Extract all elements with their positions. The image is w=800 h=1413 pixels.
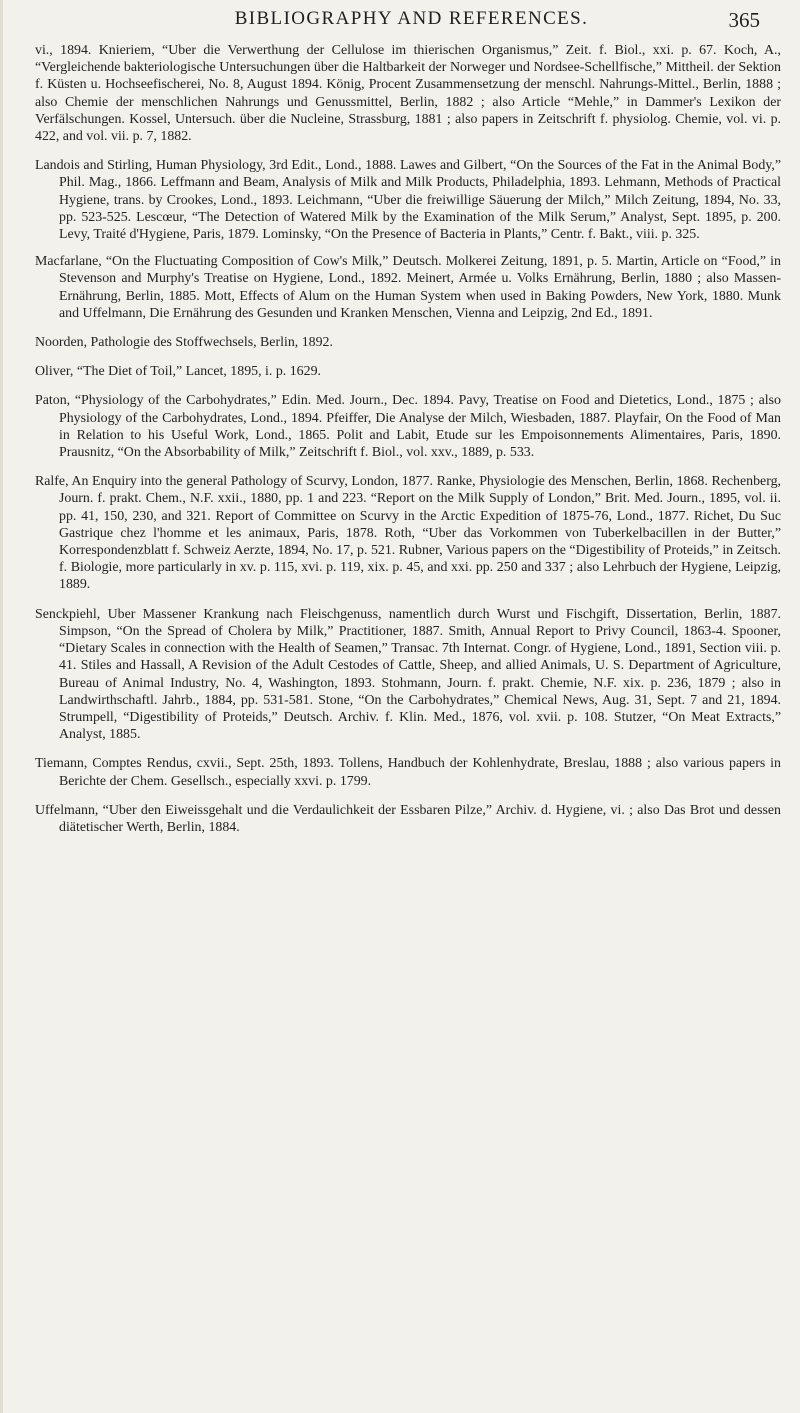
page-header	[63, 8, 760, 38]
page-number: 365	[728, 8, 760, 32]
bibliography-entry-t: Tiemann, Comptes Rendus, cxvii., Sept. 25th, 1893. Tollens, Handbuch der Kohlenhydrate, Breslau, 1888 ; also various papers in Berichte der Chem. Gesellsch., especially xxvi. p. 1799.	[35, 756, 781, 789]
bibliography-entry-n: Noorden, Pathologie des Stoffwechsels, Berlin, 1892.	[35, 335, 333, 351]
bibliography-entry-u: Uffelmann, “Uber den Eiweissgehalt und die Verdaulichkeit der Essbaren Pilze,” Archiv. d. Hygiene, vi. ; also Das Brot und dessen diätetischer Werth, Berlin, 1884.	[35, 802, 781, 835]
running-head: BIBLIOGRAPHY AND REFERENCES.	[234, 8, 589, 29]
bibliography-entry-p: Paton, “Physiology of the Carbohydrates,” Edin. Med. Journ., Dec. 1894. Pavy, Treatise on Food and Dietetics, Lond., 1875 ; also Physiology of the Carbohydrates, Lond., 1894. Pfeiffer, Die Analyse der Milch, Wiesbaden, 1887. Playfair, On the Food of Man in Relation to his Useful Work, Lond., 1865. Polit and Labit, Etude sur les Empoisonnements Alimentaires, Paris, 1890. Prausnitz, “On the Absorbability of Milk,” Zeitschrift f. Biol., vol. xxv., 1889, p. 533.	[35, 393, 781, 461]
bibliography-entry-r: Ralfe, An Enquiry into the general Pathology of Scurvy, London, 1877. Ranke, Physiologie des Menschen, Berlin, 1868. Rechenberg, Journ. f. prakt. Chem., N.F. xxii., 1880, pp. 1 and 223. “Report on the Milk Supply of London,” Brit. Med. Journ., 1895, vol. ii. pp. 41, 150, 230, and 321. Report of Committee on Scurvy in the Arctic Expedition of 1875-76, Lond., 1877. Richet, Du Suc Gastrique chez l'homme et les animaux, Paris, 1878. Roth, “Uber das Vorkommen von Tuberkelbacillen in der Butter,” Korrespondenzblatt f. Schweiz Aerzte, 1894, No. 17, p. 521. Rubner, Various papers on the “Digestibility of Proteids,” in Zeitsch. f. Biologie, more particularly in xv. p. 115, xvi. p. 119, xix. p. 45, and xxi. pp. 250 and 337 ; also Lehrbuch der Hygiene, Leipzig, 1889.	[35, 474, 781, 593]
bibliography-entry-l: Landois and Stirling, Human Physiology, 3rd Edit., Lond., 1888. Lawes and Gilbert, “On the Sources of the Fat in the Animal Body,” Phil. Mag., 1866. Leffmann and Beam, Analysis of Milk and Milk Products, Philadelphia, 1893. Lehmann, Methods of Practical Hygiene, trans. by Crookes, Lond., 1893. Leichmann, “Uber die freiwillige Säuerung der Milch,” Milch Zeitung, 1894, No. 33, pp. 523-525. Lescœur, “The Detection of Watered Milk by the Examination of the Milk Serum,” Analyst, Sept. 1895, p. 200. Levy, Traité d'Hygiene, Paris, 1879. Lominsky, “On the Presence of Bacteria in Plants,” Centr. f. Bakt., viii. p. 325.	[35, 158, 781, 243]
bibliography-entry-m: Macfarlane, “On the Fluctuating Composition of Cow's Milk,” Deutsch. Molkerei Zeitung, 1891, p. 5. Martin, Article on “Food,” in Stevenson and Murphy's Treatise on Hygiene, Lond., 1892. Meinert, Armée u. Volks Ernährung, Berlin, 1880 ; also Massen-Ernährung, Berlin, 1885. Mott, Effects of Alum on the Human System when used in Baking Powders, New York, 1880. Munk and Uffelmann, Die Ernährung des Gesunden und Kranken Menschen, Vienna and Leipzig, 2nd Ed., 1891.	[35, 254, 781, 321]
bibliography-entry-s: Senckpiehl, Uber Massener Krankung nach Fleischgenuss, namentlich durch Wurst und Fischgift, Dissertation, Berlin, 1887. Simpson, “On the Spread of Cholera by Milk,” Practitioner, 1887. Smith, Annual Report to Privy Council, 1863-4. Spooner, “Dietary Scales in connection with the Health of Seamen,” Transac. 7th Internat. Congr. of Hygiene, Lond., 1891, Section viii. p. 41. Stiles and Hassall, A Revision of the Adult Cestodes of Cattle, Sheep, and allied Animals, U. S. Department of Agriculture, Bureau of Animal Industry, No. 4, Washington, 1893. Stohmann, Journ. f. prakt. Chemie, N.F. xix. p. 236, 1879 ; also in Landwirthschaftl. Jahrb., 1884, pp. 531-581. Stone, “On the Carbohydrates,” Chemical News, Aug. 31, Sept. 7 and 21, 1894. Strumpell, “Digestibility of Proteids,” Deutsch. Archiv. f. Klin. Med., 1876, vol. xvii. p. 108. Stutzer, “On Meat Extracts,” Analyst, 1885.	[35, 606, 781, 743]
bibliography-entry-k: vi., 1894. Knieriem, “Uber die Verwerthung der Cellulose im thierischen Organismus,” Zeit. f. Biol., xxi. p. 67. Koch, A., “Vergleichende bakteriologische Untersuchungen über die Haltbarkeit der Norweger und Nordsee-Schellfische,” Mittheil. der Sektion f. Küsten u. Hochseefischerei, No. 8, August 1894. König, Procent Zusammensetzung der menschl. Nahrungs-Mittel., Berlin, 1888 ; also Chemie der menschlichen Nahrungs und Genussmittel, Berlin, 1882 ; also Article “Mehle,” in Dammer's Lexikon der Verfälschungen. Kossel, Untersuch. über die Nucleine, Strassburg, 1881 ; also papers in Zeitschrift f. physiolog. Chemie, vol. vi. p. 422, and vol. vii. p. 7, 1882.	[35, 43, 781, 145]
bibliography-entry-o: Oliver, “The Diet of Toil,” Lancet, 1895, i. p. 1629.	[35, 364, 321, 380]
bibliography-list	[35, 42, 781, 836]
